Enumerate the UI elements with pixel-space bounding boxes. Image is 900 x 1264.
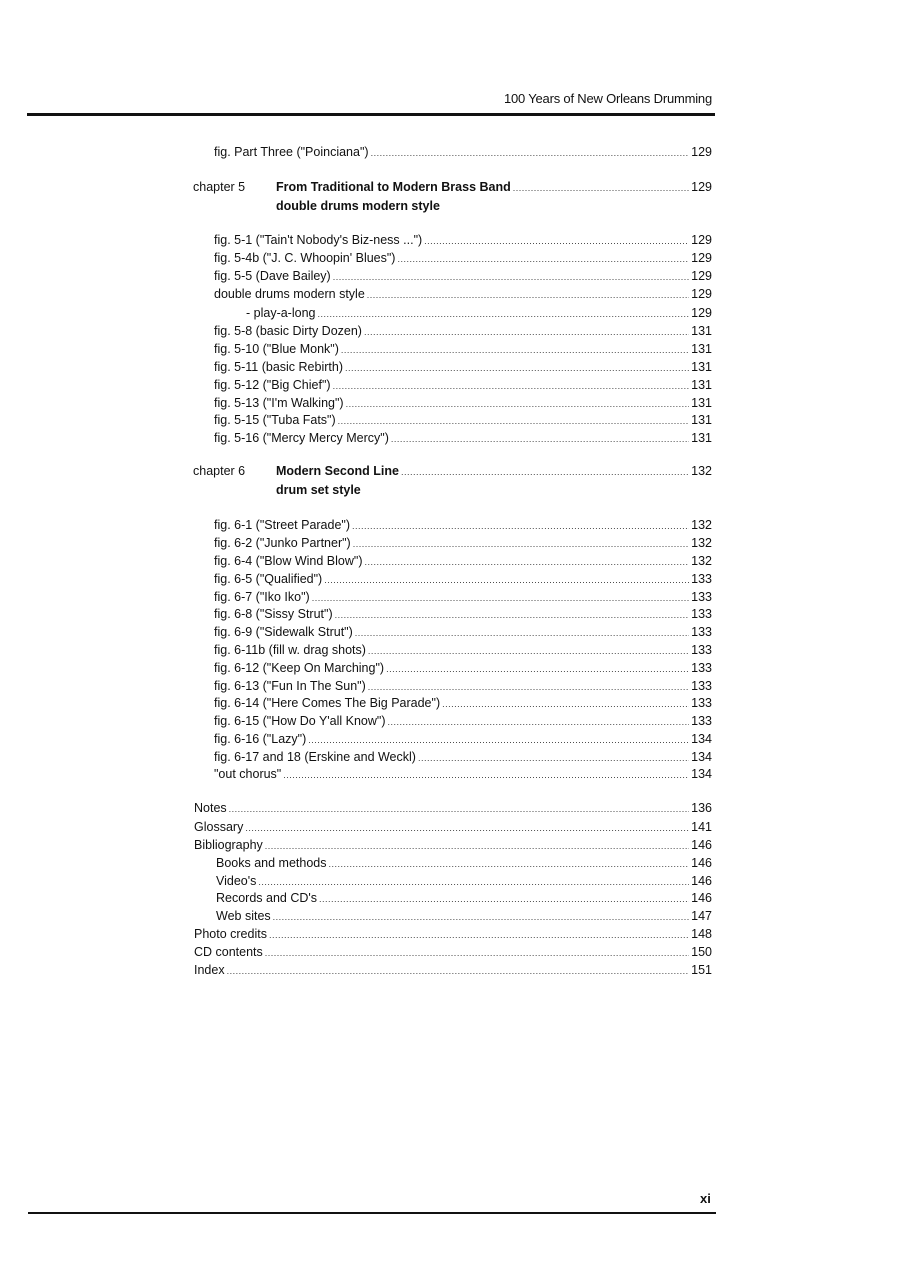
toc-entry-page: 129 bbox=[691, 233, 712, 247]
toc-entry-page: 141 bbox=[691, 820, 712, 834]
toc-entry bbox=[214, 322, 712, 340]
leader-dots bbox=[368, 642, 689, 660]
toc-entry-label: fig. 5-5 (Dave Bailey) bbox=[214, 269, 331, 283]
leader-dots bbox=[283, 766, 689, 784]
toc-entry-label: Bibliography bbox=[194, 838, 263, 852]
toc-entry-page: 151 bbox=[691, 963, 712, 977]
leader-dots bbox=[513, 179, 689, 197]
toc-entry-page: 132 bbox=[691, 554, 712, 568]
leader-dots bbox=[245, 819, 689, 837]
toc-entry-label: fig. 6-15 ("How Do Y'all Know") bbox=[214, 714, 386, 728]
toc-entry-page: 131 bbox=[691, 413, 712, 427]
toc-entry-label: From Traditional to Modern Brass Band bbox=[276, 180, 511, 194]
toc-entry-page: 131 bbox=[691, 378, 712, 392]
toc-entry-label: Index bbox=[194, 963, 225, 977]
toc-entry-page: 131 bbox=[691, 324, 712, 338]
leader-dots bbox=[265, 944, 689, 962]
toc-entry bbox=[214, 677, 712, 695]
toc-entry-page: 133 bbox=[691, 661, 712, 675]
toc-entry-page: 133 bbox=[691, 590, 712, 604]
toc-entry-label: fig. 5-8 (basic Dirty Dozen) bbox=[214, 324, 362, 338]
toc-entry-page: 146 bbox=[691, 874, 712, 888]
toc-entry-page: 133 bbox=[691, 696, 712, 710]
toc-entry-page: 131 bbox=[691, 431, 712, 445]
toc-entry-label: fig. 5-4b ("J. C. Whoopin' Blues") bbox=[214, 251, 396, 265]
toc-entry-page: 134 bbox=[691, 732, 712, 746]
toc-entry-label: fig. 6-1 ("Street Parade") bbox=[214, 518, 351, 532]
toc-entry bbox=[214, 267, 712, 285]
toc-entry-label: fig. 6-11b (fill w. drag shots) bbox=[214, 643, 366, 657]
leader-dots bbox=[265, 837, 689, 855]
leader-dots bbox=[335, 606, 690, 624]
leader-dots bbox=[324, 571, 689, 589]
toc-entry bbox=[214, 765, 712, 783]
leader-dots bbox=[365, 553, 690, 571]
leader-dots bbox=[442, 695, 689, 713]
toc-entry-label: Glossary bbox=[194, 820, 244, 834]
leader-dots bbox=[391, 430, 689, 448]
toc-entry bbox=[246, 304, 712, 322]
toc-entry-label: fig. 6-4 ("Blow Wind Blow") bbox=[214, 554, 363, 568]
toc-entry-label: fig. 5-12 ("Big Chief") bbox=[214, 378, 331, 392]
toc-entry-page: 129 bbox=[691, 145, 712, 159]
toc-entry-label: fig. 5-16 ("Mercy Mercy Mercy") bbox=[214, 431, 389, 445]
chapter-subtitle: double drums modern style bbox=[276, 199, 440, 213]
toc-entry bbox=[214, 429, 712, 447]
leader-dots bbox=[329, 855, 690, 873]
toc-entry-page: 131 bbox=[691, 396, 712, 410]
toc-entry-label: fig. 6-17 and 18 (Erskine and Weckl) bbox=[214, 750, 416, 764]
toc-entry bbox=[214, 358, 712, 376]
toc-entry-page: 132 bbox=[691, 518, 712, 532]
leader-dots bbox=[355, 624, 689, 642]
toc-entry-label: Web sites bbox=[216, 909, 271, 923]
toc-entry-page: 129 bbox=[691, 287, 712, 301]
leader-dots bbox=[386, 660, 689, 678]
toc-entry-label: - play-a-long bbox=[246, 306, 316, 320]
toc-entry-page: 147 bbox=[691, 909, 712, 923]
toc-entry-page: 129 bbox=[691, 306, 712, 320]
toc-entry bbox=[214, 376, 712, 394]
toc-entry bbox=[214, 534, 712, 552]
toc-entry bbox=[214, 605, 712, 623]
toc-entry bbox=[214, 730, 712, 748]
toc-entry-page: 132 bbox=[691, 464, 712, 478]
toc-entry bbox=[214, 231, 712, 249]
toc-entry-label: fig. 6-7 ("Iko Iko") bbox=[214, 590, 310, 604]
toc-entry-label: fig. Part Three ("Poinciana") bbox=[214, 145, 369, 159]
toc-entry bbox=[216, 907, 712, 925]
toc-entry-page: 148 bbox=[691, 927, 712, 941]
toc-entry-label: Modern Second Line bbox=[276, 464, 399, 478]
leader-dots bbox=[308, 731, 689, 749]
toc-entry bbox=[214, 411, 712, 429]
footer-rule bbox=[28, 1212, 716, 1214]
chapter-number: chapter 6 bbox=[193, 464, 246, 478]
toc-entry-page: 134 bbox=[691, 767, 712, 781]
toc-entry-page: 129 bbox=[691, 269, 712, 283]
leader-dots bbox=[319, 890, 689, 908]
toc-entry bbox=[194, 799, 712, 817]
toc-entry-page: 133 bbox=[691, 679, 712, 693]
toc-entry bbox=[214, 712, 712, 730]
toc-entry-label: double drums modern style bbox=[214, 287, 365, 301]
leader-dots bbox=[269, 926, 689, 944]
toc-entry-label: fig. 5-1 ("Tain't Nobody's Biz-ness ...") bbox=[214, 233, 423, 247]
page-header-title: 100 Years of New Orleans Drumming bbox=[503, 91, 712, 106]
toc-entry-page: 146 bbox=[691, 856, 712, 870]
leader-dots bbox=[401, 463, 689, 481]
toc-entry-label: fig. 6-5 ("Qualified") bbox=[214, 572, 323, 586]
toc-entry-label: "out chorus" bbox=[214, 767, 282, 781]
toc-entry-label: fig. 5-10 ("Blue Monk") bbox=[214, 342, 339, 356]
leader-dots bbox=[388, 713, 690, 731]
chapter-number: chapter 5 bbox=[193, 180, 246, 194]
toc-entry-label: Notes bbox=[194, 801, 227, 815]
toc-entry-label: fig. 6-2 ("Junko Partner") bbox=[214, 536, 351, 550]
toc-entry-page: 134 bbox=[691, 750, 712, 764]
leader-dots bbox=[333, 268, 689, 286]
toc-entry bbox=[214, 340, 712, 358]
leader-dots bbox=[353, 535, 689, 553]
toc-entry bbox=[214, 285, 712, 303]
toc-entry-label: fig. 5-11 (basic Rebirth) bbox=[214, 360, 343, 374]
chapter-subtitle: drum set style bbox=[276, 483, 361, 497]
toc-entry-page: 129 bbox=[691, 180, 712, 194]
toc-entry-page: 133 bbox=[691, 714, 712, 728]
toc-entry-page: 146 bbox=[691, 838, 712, 852]
toc-entry-label: fig. 5-15 ("Tuba Fats") bbox=[214, 413, 336, 427]
toc-entry-page: 150 bbox=[691, 945, 712, 959]
toc-entry-page: 136 bbox=[691, 801, 712, 815]
toc-entry bbox=[194, 961, 712, 979]
toc-entry-label: Records and CD's bbox=[216, 891, 318, 905]
toc-entry bbox=[216, 854, 712, 872]
toc-entry bbox=[194, 925, 712, 943]
toc-entry bbox=[214, 570, 712, 588]
toc-entry-page: 131 bbox=[691, 342, 712, 356]
leader-dots bbox=[317, 305, 689, 323]
toc-entry-page: 129 bbox=[691, 251, 712, 265]
toc-entry-page: 146 bbox=[691, 891, 712, 905]
toc-entry-label: Video's bbox=[216, 874, 257, 888]
toc-entry-label: CD contents bbox=[194, 945, 263, 959]
leader-dots bbox=[352, 517, 689, 535]
toc-entry bbox=[214, 748, 712, 766]
toc-entry-label: Books and methods bbox=[216, 856, 327, 870]
leader-dots bbox=[345, 359, 689, 377]
leader-dots bbox=[333, 377, 690, 395]
toc-entry-page: 133 bbox=[691, 572, 712, 586]
toc-entry-label: fig. 6-9 ("Sidewalk Strut") bbox=[214, 625, 353, 639]
toc-entry bbox=[214, 394, 712, 412]
leader-dots bbox=[371, 144, 690, 162]
toc-entry-label: Photo credits bbox=[194, 927, 267, 941]
toc-entry bbox=[194, 818, 712, 836]
leader-dots bbox=[273, 908, 689, 926]
toc-entry-label: fig. 6-8 ("Sissy Strut") bbox=[214, 607, 333, 621]
leader-dots bbox=[367, 286, 689, 304]
leader-dots bbox=[229, 800, 689, 818]
toc-entry bbox=[194, 836, 712, 854]
toc-entry bbox=[214, 249, 712, 267]
toc-entry bbox=[216, 889, 712, 907]
toc-entry-page: 133 bbox=[691, 643, 712, 657]
toc-entry bbox=[214, 516, 712, 534]
toc-entry bbox=[214, 623, 712, 641]
toc-entry bbox=[214, 143, 712, 161]
toc-entry-page: 133 bbox=[691, 607, 712, 621]
leader-dots bbox=[424, 232, 689, 250]
leader-dots bbox=[364, 323, 689, 341]
toc-entry bbox=[214, 552, 712, 570]
leader-dots bbox=[341, 341, 689, 359]
toc-entry-label: fig. 6-13 ("Fun In The Sun") bbox=[214, 679, 366, 693]
leader-dots bbox=[227, 962, 690, 980]
toc-entry-page: 131 bbox=[691, 360, 712, 374]
toc-entry bbox=[214, 641, 712, 659]
toc-entry-page: 132 bbox=[691, 536, 712, 550]
toc-entry bbox=[214, 694, 712, 712]
leader-dots bbox=[397, 250, 689, 268]
page-number: xi bbox=[700, 1191, 711, 1206]
toc-entry-page: 133 bbox=[691, 625, 712, 639]
toc-entry-label: fig. 6-14 ("Here Comes The Big Parade") bbox=[214, 696, 441, 710]
toc-entry-label: fig. 6-12 ("Keep On Marching") bbox=[214, 661, 385, 675]
toc-chapter-entry bbox=[276, 178, 712, 196]
toc-entry bbox=[214, 659, 712, 677]
toc-entry-label: fig. 6-16 ("Lazy") bbox=[214, 732, 307, 746]
toc-entry-label: fig. 5-13 ("I'm Walking") bbox=[214, 396, 344, 410]
leader-dots bbox=[338, 412, 689, 430]
toc-entry bbox=[214, 588, 712, 606]
toc-entry bbox=[194, 943, 712, 961]
toc-chapter-entry bbox=[276, 462, 712, 480]
toc-entry bbox=[216, 872, 712, 890]
